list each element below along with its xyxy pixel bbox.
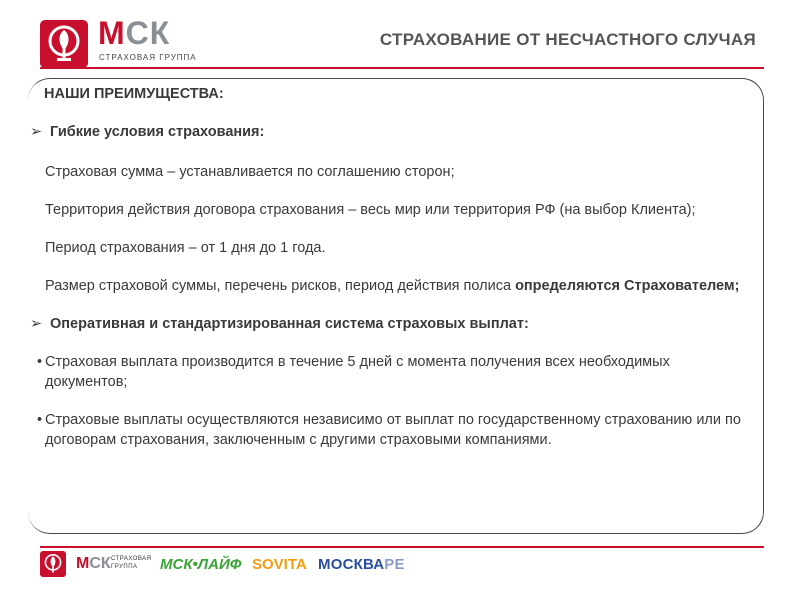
bullet-dot-icon: • (37, 412, 43, 428)
list-item-text: Страховая выплата производится в течение 5 дней с момента получения всех необходимых документов; (45, 354, 670, 390)
content-body (30, 84, 750, 450)
page-title: СТРАХОВАНИЕ ОТ НЕСЧАСТНОГО СЛУЧАЯ (379, 30, 756, 49)
policyholder-text-plain: Размер страховой суммы, перечень рисков, период действия полиса (45, 278, 516, 294)
msk-logo-icon (40, 20, 88, 68)
footer-divider (40, 546, 764, 548)
section-flexible-terms-label: Гибкие условия страхования: (50, 124, 265, 140)
logo-wordmark: МСК (98, 15, 171, 51)
period-text: Период страхования – от 1 дня до 1 года. (45, 240, 326, 256)
list-item (37, 352, 750, 392)
header-divider (40, 67, 764, 69)
footer-msk-wordmark: МСК (76, 555, 111, 572)
policyholder-text (45, 276, 750, 296)
section-payout-system (30, 314, 750, 334)
bullet-dot-icon: • (37, 354, 43, 370)
section-flexible-terms (30, 122, 750, 142)
list-item-text: Страховые выплаты осуществляются независимо от выплат по государственному страхованию или по договорам страхования, заключенным с другими страховыми компаниями. (45, 412, 741, 448)
footer-msk-subtitle: СТРАХОВАЯ ГРУППА (111, 556, 152, 570)
list-item (37, 410, 750, 450)
advantages-heading: НАШИ ПРЕИМУЩЕСТВА: (44, 86, 224, 102)
footer-msk-life-logo: МСК•ЛАЙФ (160, 556, 242, 573)
section-payout-system-label: Оперативная и стандартизированная система страховых выплат: (50, 316, 529, 332)
logo-subtitle: СТРАХОВАЯ ГРУППА (99, 53, 197, 62)
territory-text: Территория действия договора страхования – весь мир или территория РФ (на выбор Клиента); (45, 202, 696, 218)
arrow-bullet-icon: ➢ (30, 124, 43, 140)
arrow-bullet-icon: ➢ (30, 316, 43, 332)
sum-insured-text: Страховая сумма – устанавливается по соглашению сторон; (45, 164, 455, 180)
footer-moskva-re-logo: МОСКВАРЕ (318, 556, 405, 573)
footer-sovita-logo: SOVITA (252, 556, 307, 573)
footer-msk-logo-icon (40, 551, 66, 577)
policyholder-text-bold: определяются Страхователем; (515, 278, 740, 294)
